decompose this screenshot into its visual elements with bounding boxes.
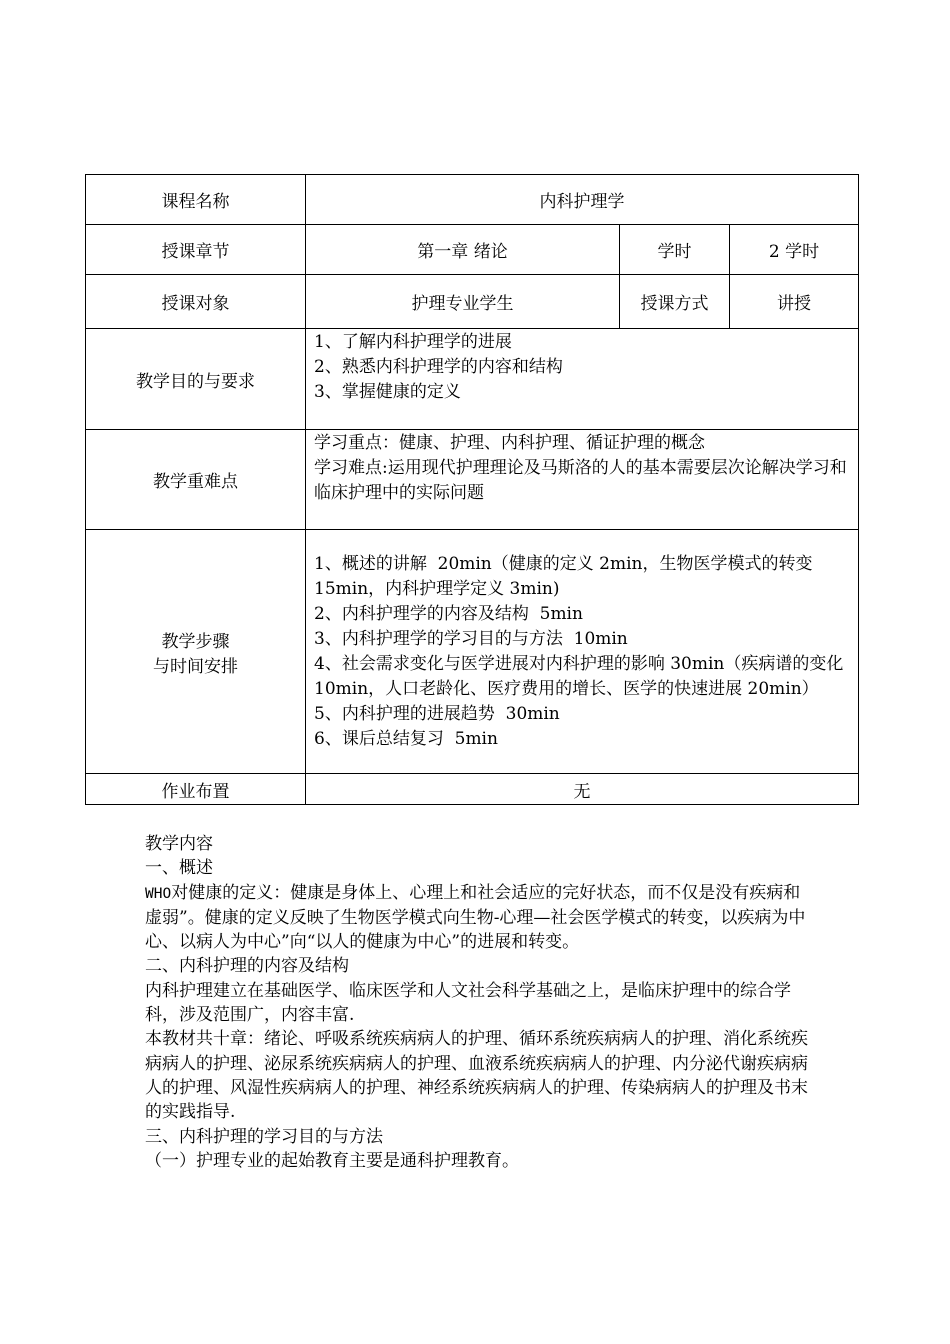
teaching-content [145,832,815,1173]
course-name-label: 课程名称 [86,175,306,225]
audience-value: 护理专业学生 [306,275,620,329]
homework-value: 无 [306,774,859,805]
step-item: 1、概述的讲解 20min（健康的定义 2min，生物医学模式的转变 15min，内科护理学定义 3min) [314,553,818,599]
section-2-title: 二、内科护理的内容及结构 [145,956,349,977]
method-label: 授课方式 [620,275,730,329]
objective-item: 1、了解内科护理学的进展 [314,332,512,352]
objective-item: 2、熟悉内科护理学的内容和结构 [314,357,563,377]
method-value: 讲授 [730,275,859,329]
steps-label-line1: 教学步骤 [161,631,230,652]
row-key-points [86,430,859,530]
row-chapter [86,225,859,275]
step-item: 5、内科护理的进展趋势 30min [314,703,560,724]
key-point-focus: 学习重点：健康、护理、内科护理、循证护理的概念 [314,433,705,453]
lesson-plan-table [85,174,859,805]
audience-label: 授课对象 [86,275,306,329]
hours-value: 2 学时 [730,225,859,275]
objective-item: 3、掌握健康的定义 [314,382,461,402]
who-abbrev: WHO [145,885,172,902]
steps-label-line2: 与时间安排 [153,656,238,677]
key-point-difficulty: 学习难点:运用现代护理理论及马斯洛的人的基本需要层次论解决学习和临床护理中的实际问题 [314,458,847,503]
steps-label [86,530,306,774]
objectives-cell [306,329,859,430]
row-homework [86,774,859,805]
chapter-value: 第一章 绪论 [306,225,620,275]
section-1-title: 一、概述 [145,858,213,879]
objectives-label: 教学目的与要求 [86,329,306,430]
row-audience [86,275,859,329]
row-steps [86,530,859,774]
step-item: 4、社会需求变化与医学进展对内科护理的影响 30min（疾病谱的变化 10min，人口老龄化、医疗费用的增长、医学的快速进展 20min） [314,653,849,699]
step-item: 6、课后总结复习 5min [314,728,498,749]
hours-label: 学时 [620,225,730,275]
course-name-value: 内科护理学 [306,175,859,225]
key-points-label: 教学重难点 [86,430,306,530]
key-points-cell [306,430,859,530]
section-1-paragraph [145,881,815,955]
section-2-paragraph: 内科护理建立在基础医学、临床医学和人文社会科学基础之上，是临床护理中的综合学科，涉及范围广，内容丰富. [145,980,791,1026]
steps-cell [306,530,859,774]
content-heading: 教学内容 [145,834,213,854]
homework-label: 作业布置 [86,774,306,805]
row-objectives [86,329,859,430]
section-2-chapters: 本教材共十章：绪论、呼吸系统疾病病人的护理、循环系统疾病病人的护理、消化系统疾病病人的护理、泌尿系统疾病病人的护理、血液系统疾病病人的护理、内分泌代谢疾病病人的护理、风湿性疾病病人的护理、神经系统疾病病人的护理、传染病病人的护理及书末的实践指导. [145,1029,808,1123]
chapter-label: 授课章节 [86,225,306,275]
section-3-title: 三、内科护理的学习目的与方法 [145,1126,383,1147]
step-item: 2、内科护理学的内容及结构 5min [314,603,583,624]
section-1-text: 对健康的定义：健康是身体上、心理上和社会适应的完好状态，而不仅是没有疾病和虚弱”。健康的定义反映了生物医学模式向生物-心理—社会医学模式的转变，以疾病为中心、以病人为中心”向“以人的健康为中心”的进展和转变。 [145,882,806,953]
section-3-item: （一）护理专业的起始教育主要是通科护理教育。 [145,1150,519,1171]
row-course-name [86,175,859,225]
step-item: 3、内科护理学的学习目的与方法 10min [314,628,628,649]
